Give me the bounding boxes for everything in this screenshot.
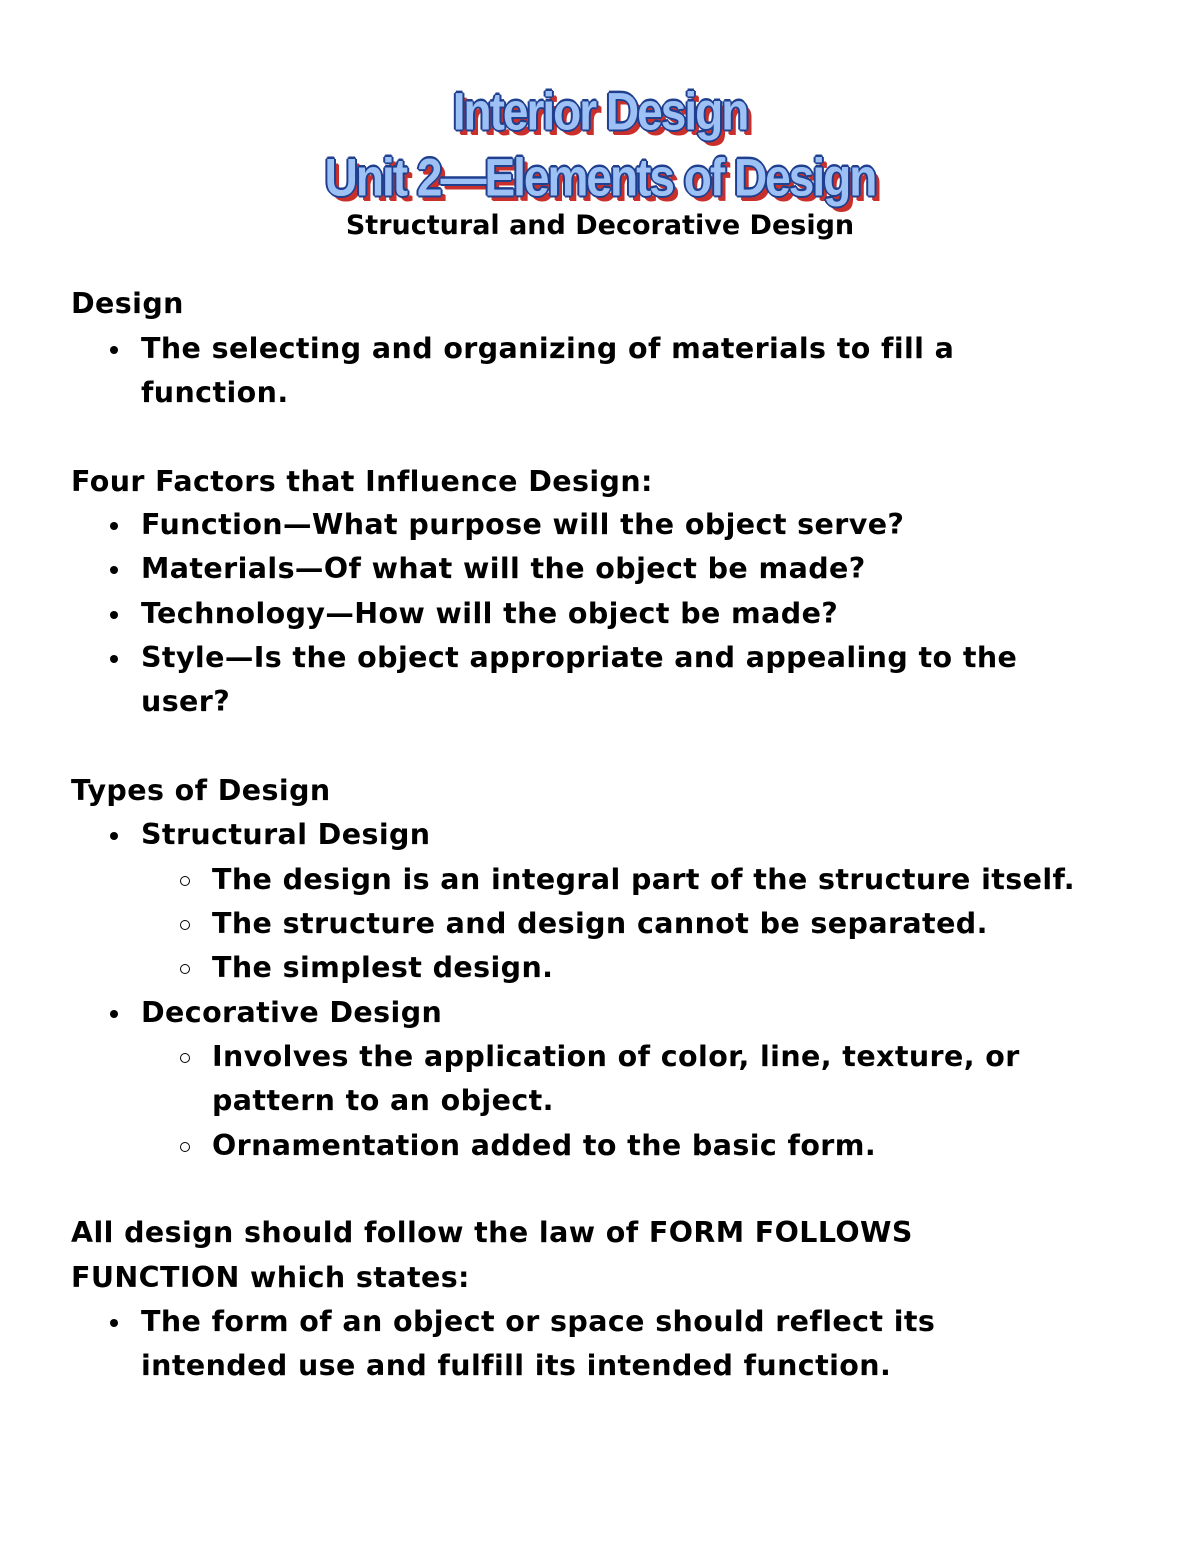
bullet-dot-icon [110, 346, 118, 354]
structural-design-label: Structural Design [141, 818, 431, 851]
factor-function: Function—What purpose will the object serve? [141, 508, 905, 541]
structural-sub-3: The simplest design. [212, 951, 554, 984]
subtitle: Structural and Decorative Design [345, 210, 855, 241]
types-heading: Types of Design [71, 774, 331, 807]
law-bullet-line1: The form of an object or space should reflect its [141, 1305, 936, 1338]
law-line2: FUNCTION which states: [71, 1261, 470, 1294]
structural-sub-1: The design is an integral part of the structure itself. [212, 863, 1076, 896]
bullet-dot-icon [110, 1010, 118, 1018]
factor-style-line1: Style—Is the object appropriate and appealing to the [141, 641, 1018, 674]
factors-heading: Four Factors that Influence Design: [71, 465, 653, 498]
factor-technology: Technology—How will the object be made? [141, 597, 839, 630]
decorative-sub-2: Ornamentation added to the basic form. [212, 1129, 877, 1162]
design-definition-line2: function. [141, 376, 289, 409]
decorative-sub-1-line1: Involves the application of color, line, texture, or [212, 1040, 1020, 1073]
bullet-circle-icon [180, 964, 190, 974]
bullet-dot-icon [110, 832, 118, 840]
bullet-dot-icon [110, 1319, 118, 1327]
design-heading: Design [71, 287, 184, 320]
bullet-dot-icon [110, 522, 118, 530]
decorative-sub-1-line2: pattern to an object. [212, 1084, 554, 1117]
bullet-dot-icon [110, 655, 118, 663]
bullet-circle-icon [180, 920, 190, 930]
factor-style-line2: user? [141, 685, 231, 718]
wordart-title-line1: Interior Design [452, 81, 748, 141]
law-line1: All design should follow the law of FORM FOLLOWS [71, 1216, 913, 1249]
structural-sub-2: The structure and design cannot be separated. [212, 907, 988, 940]
bullet-circle-icon [180, 1142, 190, 1152]
bullet-circle-icon [180, 876, 190, 886]
factor-materials: Materials—Of what will the object be made? [141, 552, 866, 585]
bullet-dot-icon [110, 611, 118, 619]
design-definition-line1: The selecting and organizing of materials to fill a [141, 332, 955, 365]
law-bullet-line2: intended use and fulfill its intended function. [141, 1349, 892, 1382]
bullet-circle-icon [180, 1053, 190, 1063]
wordart-title-line2: Unit 2—Elements of Design [324, 147, 876, 207]
bullet-dot-icon [110, 566, 118, 574]
decorative-design-label: Decorative Design [141, 996, 443, 1029]
